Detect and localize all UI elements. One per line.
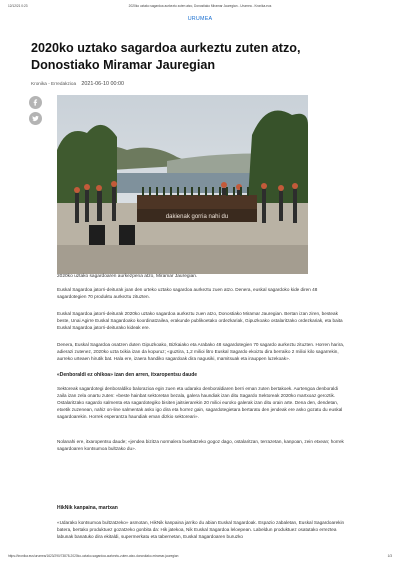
twitter-share-button[interactable] [29,112,42,125]
article-paragraph: Euskal Sagardoa jatorri-deiturak joan den urteko uztako sagardoa aurkeztu zuen atzo. Denera, euskal sagardoko kide diren 48 sagardotegien 70 produktu aurkeztu zituzten. [57,287,318,300]
author[interactable]: Kronika - Erredakzioa [31,81,77,86]
section-heading: HikNik kanpaina, martxan [57,505,118,511]
article-paragraph: Nolanahi ere, itxaropentsu daude; «jendea bizitza normalera bueltatzeko gogoz dago, ostalaritzan, terrazetan, kanpoan, zein etxean; horrek sagardoaren kontsumoa bultzako du». [57,439,344,452]
twitter-icon [32,115,39,122]
article-paragraph: Denera, Euskal Sagardoa osatzen duten Gipuzkoako, Bizkaiako eta Arabako 48 sagardotegien 70 sagardo aurkeztu zituzten. Horren harira, adierazi zutenez, 2020ko uzta txikia izan da kopuruz; «guztira, 1,2 milioi litro Euskal Sagardo ekoiztu dira berraiko 2 milioi kilo sagarrekin, aurreko urteaen hirutik bat. Hala ere, izaera handiko sagardoak dira nagusiki, mamitsuak eta irauppen luzekoak». [57,342,345,362]
print-footer [8,554,392,562]
photo-banner-text: dakienak gorria nahi du [165,214,229,220]
print-page-title: 2020ko uztako sagardoa aurkeztu zuten atzo, Donostiako Miramar Jauregian - Urumea - Kronika.eus [128,4,272,8]
byline [31,81,124,87]
section-heading: «Denboraldi ez ohikoa» izan den arren, itxaropentsu daude [57,372,198,378]
print-page-number: 1/3 [387,554,392,558]
publish-date: 2021-06-10 00:00 [81,81,124,87]
facebook-share-button[interactable] [29,96,42,109]
section-link[interactable]: URUMEA [187,16,213,22]
facebook-icon [32,99,39,106]
print-url: https://kronika.eus/urumea/1623/290/73878-2020ko-uztako-sagardoa-aurkeztu-zuten-atzo-donostiako-miramar-jauregian [8,554,179,558]
article-title: 2020ko uztako sagardoa aurkeztu zuten atzo, Donostiako Miramar Jauregian [31,41,301,72]
article-paragraph: Sektoreak sagardotegi denboraldiko balorazioa egin zuen eta udarako denboraldiaren berri eman zuten bertakoek. Aurtengoa denboraldi zaila izan zela onartu zuten: «beste hainbat sektoretan bezala, galera haundiak izan ditu Sagardo Sektoreak 2020ko martxoaz geroztik. Ostalaritzako sagardo salmenta eta sagardotegiko bisiten jaitsierarekin 20 milioi euroko galerak izan ditu orain arte. Dena den, dendetan, etxetik zuzenean, nahiz on-line salmentak asko igo dira eta horrez gain, sagardotegietara bertaratu den jendeak ere asko gozatu du euskal sagardoarekin. Horrek esperantza haundiak eman dizkio sektoreari». [57,386,343,420]
print-timestamp: 12/12/21 0:23 [8,4,28,8]
photo-caption: 2020ko uztako sagardoaren aurkezpena atzo, Miramar Jauregian. [57,274,198,279]
article-photo [57,95,308,274]
article-paragraph: Euskal Sagardoa jatorri-deiturak 2020ko uztako sagardoa aurkeztu zuen atzo, Donostiako Miramar Jauregian. Bertan izan ziren, besteak beste, Unai Agirre Euskal Sagardoako koordinatzailea, erakunde publikoetako ordezkariak, Gipuzkoako ostalaritzako ordezkariak, eta baita Euskal Sagardoa jatorri-deiturako kideak ere. [57,311,343,331]
print-header [8,4,392,12]
article-paragraph: «Udarako kontsumoa bultzatzeko» asmotan, HikNik kanpaina jarriko du abian Euskal Sagardoak. Espazio zabaletan, Euskal Sagardoarekin batera, bertako produktuez gozatzeko gonbita da: Hik jatekoa, Nik Euskal Sagardoa leloepean. Labeldun produktuez osatutako erreztea labunak banatuko dira ekitaldi, supermerkatu eta tabernetan, Euskal Sagardoaren buruzko [57,520,345,540]
